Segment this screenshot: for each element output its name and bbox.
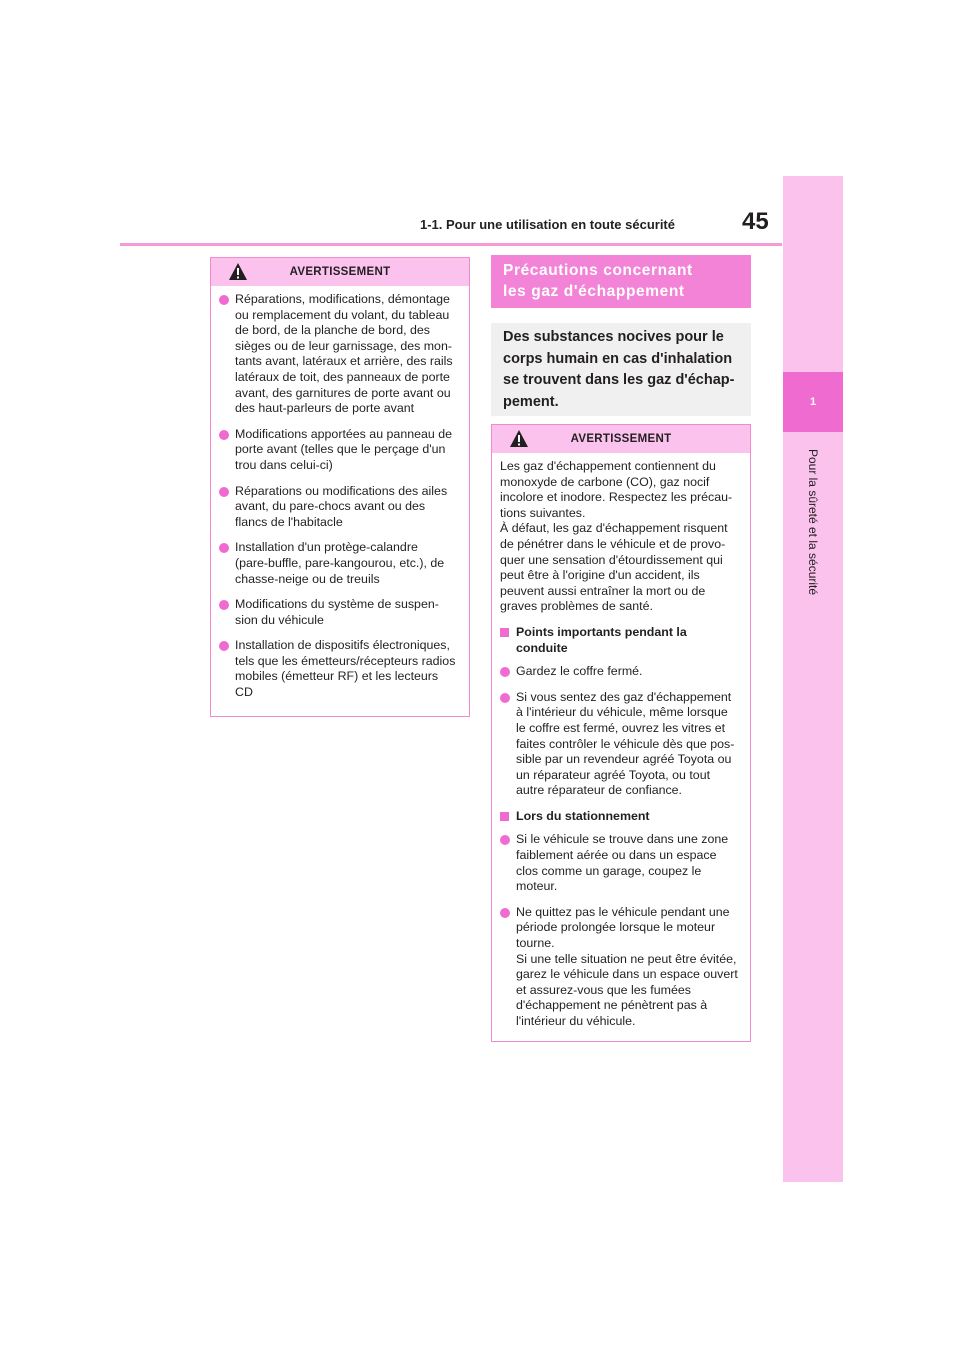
list-item-text: Gardez le coffre fermé. [516, 664, 643, 679]
driving-subheading-text: Points importants pendant la conduite [516, 624, 687, 655]
list-item [219, 597, 461, 628]
right-warning-header [492, 425, 750, 453]
list-item-text: Si le véhicule se trouve dans une zone faiblement aérée ou dans un espace clos comme un garage, coupez le moteur. [516, 832, 729, 894]
list-item-text: Si vous sentez des gaz d'échappement à l'intérieur du véhicule, même lorsque le coffre est fermé, ouvrez les vitres et faites contrôler le véhicule dès que pos- sible par un revendeur agréé Toyota ou un réparateur agréé Toyota, ou tout autre réparateur de confiance. [516, 689, 735, 798]
bullet-dot-icon [219, 295, 229, 305]
parking-subheading [500, 809, 742, 825]
section-summary: Des substances nocives pour le corps humain en cas d'inhalation se trouvent dans les gaz d'échap- pement. [491, 323, 751, 416]
list-item [219, 292, 461, 417]
bullet-dot-icon [219, 430, 229, 440]
bullet-dot-icon [500, 835, 510, 845]
list-item [219, 427, 461, 474]
list-item [500, 832, 742, 894]
chapter-number-tab[interactable]: 1 [783, 372, 843, 432]
left-warning-list [211, 286, 469, 719]
section-title: Précautions concernant les gaz d'échappement [491, 255, 751, 308]
bullet-dot-icon [219, 600, 229, 610]
list-item-text: Installation d'un protège-calandre (pare-buffle, pare-kangourou, etc.), de chasse-neige ou de treuils [235, 540, 445, 586]
list-item [219, 638, 461, 700]
list-item [500, 905, 742, 1030]
right-warning-heading: AVERTISSEMENT [570, 433, 672, 445]
right-warning-box [491, 424, 751, 1042]
warning-triangle-icon [228, 262, 248, 281]
header-section-title: 1-1. Pour une utilisation en toute sécurité [420, 217, 675, 232]
driving-subheading [500, 625, 742, 656]
list-item [500, 664, 742, 680]
bullet-dot-icon [219, 487, 229, 497]
left-warning-header [211, 258, 469, 286]
list-item [500, 690, 742, 799]
list-item-text: Réparations, modifications, démontage ou remplacement du volant, du tableau de bord, de la planche de bord, des sièges ou de leur garnissage, des mon- tants avant, latéraux et arrière, des rails latéraux de toit, des panneaux de porte avant, des garnitures de porte avant ou des haut-parleurs de porte avant [235, 292, 453, 416]
bullet-dot-icon [219, 641, 229, 651]
warning-intro: Les gaz d'échappement contiennent du monoxyde de carbone (CO), gaz nocif incolore et inodore. Respectez les précau- tions suivantes. À défaut, les gaz d'échappement risquent de pénétrer dans le véhicule et de provo- quer une sensation d'étourdissement qui peut être à l'origine d'un accident, ils peuvent aussi entraîner la mort ou de graves problèmes de santé. [500, 459, 733, 614]
list-item [219, 540, 461, 587]
page-number: 45 [742, 208, 769, 235]
bullet-dot-icon [219, 543, 229, 553]
list-item-text: Modifications apportées au panneau de porte avant (telles que le perçage d'un trou dans celui-ci) [235, 426, 452, 472]
list-item [219, 484, 461, 531]
list-item-text: Modifications du système de suspen- sion du véhicule [235, 597, 439, 627]
square-bullet-icon [500, 628, 509, 637]
left-warning-heading: AVERTISSEMENT [289, 266, 391, 278]
list-item-text: Installation de dispositifs électroniques, tels que les émetteurs/récepteurs radios mobiles (émetteur RF) et les lecteurs CD [235, 638, 456, 700]
bullet-dot-icon [500, 667, 510, 677]
header-divider [120, 243, 782, 246]
right-warning-body [492, 453, 750, 1048]
square-bullet-icon [500, 812, 509, 821]
warning-triangle-icon [509, 429, 529, 448]
list-item-text: Ne quittez pas le véhicule pendant une période prolongée lorsque le moteur tourne. Si une telle situation ne peut être évitée, garez le véhicule dans un espace ouvert et assurez-vous que les fumées d'échappement ne pénètrent pas à l'intérieur du véhicule. [516, 904, 738, 1028]
list-item-text: Réparations ou modifications des ailes avant, du pare-chocs avant ou des flancs de l'habitacle [235, 483, 448, 529]
chapter-label: Pour la sûreté et la sécurité [806, 448, 820, 596]
parking-list [500, 832, 742, 1029]
bullet-dot-icon [500, 693, 510, 703]
parking-subheading-text: Lors du stationnement [516, 808, 650, 823]
chapter-side-tab [783, 176, 843, 1182]
bullet-dot-icon [500, 908, 510, 918]
driving-list [500, 664, 742, 799]
left-warning-box [210, 257, 470, 717]
